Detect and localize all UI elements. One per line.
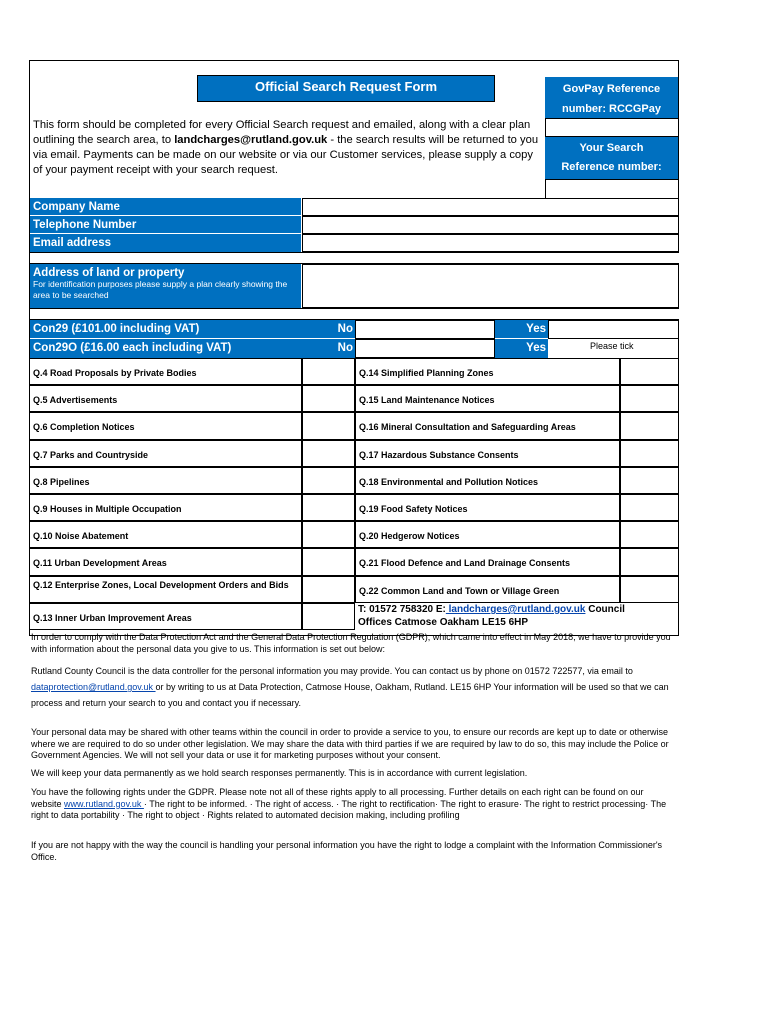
con29o-no-checkbox[interactable]	[355, 339, 495, 358]
gdpr-p6: If you are not happy with the way the council is handling your personal information you have the right to lodge a complaint with the Information Commissioner's Office.	[31, 840, 663, 862]
question-left-tick[interactable]	[302, 440, 355, 467]
company-name-input[interactable]	[302, 198, 679, 216]
con29o-no-text: No	[337, 342, 353, 354]
question-right-cell	[355, 548, 620, 575]
question-left-tick[interactable]	[302, 385, 355, 412]
con29-label-text: Con29 (£101.00 including VAT)	[33, 323, 200, 335]
please-tick-note	[590, 341, 634, 351]
question-right-label: Q.14 Simplified Planning Zones	[359, 368, 494, 378]
question-left-label: Q.7 Parks and Countryside	[33, 449, 149, 460]
question-left-tick[interactable]	[302, 494, 355, 521]
con29o-no-label	[301, 339, 355, 358]
con29o-yes-label	[495, 339, 548, 358]
gdpr-p5b: · The right to be informed. · The right of access. · The right to rectification· The right to erasure· The right to restrict processing· The right to data portability · The right to object · Rights related to automated decision making, including profiling	[31, 798, 667, 820]
form-title-text: Official Search Request Form	[254, 79, 438, 94]
con29-no-text: No	[337, 323, 353, 335]
contact-prefix: T: 01572 758320 E:	[358, 604, 446, 615]
company-name-label	[30, 198, 301, 216]
question-right-label: Q.18 Environmental and Pollution Notices	[359, 476, 539, 487]
question-left-tick[interactable]	[302, 412, 355, 439]
gdpr-intro	[31, 632, 671, 655]
gdpr-p2b: or by writing to us at Data Protection, Catmose House, Oakham, Rutland. LE15 6HP Your information will be used so that we can process and return your search to you and contact you if necessary.	[31, 682, 669, 708]
search-reference-label	[545, 137, 678, 179]
telephone-label	[30, 216, 301, 234]
question-right-label: Q.17 Hazardous Substance Consents	[359, 449, 519, 460]
form-title	[197, 75, 495, 102]
question-left-label: Q.11 Urban Development Areas	[33, 558, 167, 569]
question-left-cell	[30, 358, 302, 385]
question-right-tick[interactable]	[620, 440, 679, 467]
question-right-cell	[355, 521, 620, 548]
intro-after: - the search results will be returned to you via email. Payments can be made on our website or via our Customer services, please supply a copy of your payment receipt with your search request.	[33, 134, 539, 176]
intro-before: This form should be completed for every Official Search request and emailed, along with a clear plan outlining the search area, to	[33, 119, 531, 146]
govpay-line1: GovPay Reference	[562, 83, 661, 95]
gdpr-controller	[31, 663, 671, 711]
question-left-label: Q.4 Road Proposals by Private Bodies	[33, 368, 197, 378]
question-right-label: Q.21 Flood Defence and Land Drainage Consents	[359, 558, 571, 569]
search-ref-line2: Reference number:	[561, 161, 662, 173]
question-right-tick[interactable]	[620, 521, 679, 548]
intro-email[interactable]: landcharges@rutland.gov.uk	[174, 134, 328, 146]
question-right-tick[interactable]	[620, 548, 679, 575]
question-right-label: Q.19 Food Safety Notices	[359, 504, 468, 514]
please-tick-text: Please tick	[590, 341, 634, 351]
rutland-website-link[interactable]: www.rutland.gov.uk	[64, 798, 144, 809]
con29-yes-label	[495, 320, 548, 339]
govpay-reference-input[interactable]	[545, 118, 679, 137]
con29-yes-checkbox[interactable]	[548, 320, 679, 339]
question-left-tick[interactable]	[302, 358, 355, 385]
question-right-cell	[355, 358, 620, 385]
question-left-label: Q.13 Inner Urban Improvement Areas	[33, 612, 192, 623]
question-right-cell	[355, 440, 620, 467]
con29-yes-text: Yes	[526, 323, 546, 335]
question-left-label: Q.8 Pipelines	[33, 476, 90, 487]
question-right-tick[interactable]	[620, 576, 679, 603]
con29o-label-text: Con29O (£16.00 each including VAT)	[33, 342, 232, 354]
email-input[interactable]	[302, 234, 679, 252]
question-right-label: Q.15 Land Maintenance Notices	[359, 395, 495, 406]
question-right-label: Q.20 Hedgerow Notices	[359, 531, 460, 542]
company-label-text: Company Name	[33, 201, 120, 213]
question-right-cell	[355, 494, 620, 521]
con29o-yes-text: Yes	[526, 342, 546, 354]
gdpr-p3: Your personal data may be shared with other teams within the council in order to provide a service to you, to ensure our records are kept up to date or otherwise where we are required to do so under other legislation. We may share the data with third parties if we are required by law to do so, this may include the Police or Government Agencies. We will not sell your data or use it for marketing purposes without your consent.	[31, 727, 669, 760]
con29o-label	[30, 339, 301, 358]
question-left-cell	[30, 440, 302, 467]
question-right-label: Q.16 Mineral Consultation and Safeguarding Areas	[359, 422, 576, 433]
question-left-tick[interactable]	[302, 467, 355, 494]
question-left-cell	[30, 603, 302, 630]
question-right-cell	[355, 385, 620, 412]
gdpr-complaint	[31, 840, 671, 863]
question-right-label: Q.22 Common Land and Town or Village Green	[359, 585, 560, 596]
con29-no-checkbox[interactable]	[355, 320, 495, 339]
govpay-reference-label	[545, 77, 678, 118]
question-right-cell	[355, 467, 620, 494]
dataprotection-email-link[interactable]: dataprotection@rutland.gov.uk	[31, 682, 156, 692]
address-input[interactable]	[302, 264, 679, 308]
question-left-tick[interactable]	[302, 548, 355, 575]
intro-text	[33, 118, 543, 178]
question-left-label: Q.5 Advertisements	[33, 395, 118, 406]
question-left-cell	[30, 385, 302, 412]
address-label-text: Address of land or property	[33, 267, 185, 279]
contact-email-link[interactable]: landcharges@rutland.gov.uk	[445, 604, 586, 615]
question-right-tick[interactable]	[620, 494, 679, 521]
question-left-tick[interactable]	[302, 576, 355, 603]
question-left-label: Q.6 Completion Notices	[33, 422, 135, 433]
address-note: For identification purposes please supply a plan clearly showing the area to be searched	[33, 279, 288, 300]
question-left-cell	[30, 548, 302, 575]
question-left-label: Q.9 Houses in Multiple Occupation	[33, 504, 182, 514]
email-label-text: Email address	[33, 237, 111, 249]
gdpr-retention	[31, 768, 671, 780]
telephone-input[interactable]	[302, 216, 679, 234]
question-left-label: Q.10 Noise Abatement	[33, 531, 129, 542]
gdpr-sharing	[31, 727, 671, 762]
telephone-label-text: Telephone Number	[33, 219, 137, 231]
address-label	[30, 264, 301, 308]
question-left-tick[interactable]	[302, 603, 355, 630]
email-label	[30, 234, 301, 252]
question-left-cell	[30, 494, 302, 521]
gdpr-p1: In order to comply with the Data Protection Act and the General Data Protection Regulation (GDPR), which came into effect in May 2018, we have to provide you with information about the personal data you give to us. This information is set out below:	[31, 632, 671, 654]
gdpr-p2a: Rutland County Council is the data controller for the personal information you may provide. You can contact us by phone on 01572 722577, via email to	[31, 666, 633, 676]
question-left-label: Q.12 Enterprise Zones, Local Development Orders and Bids	[33, 579, 289, 590]
spacer-row-2	[30, 308, 679, 320]
question-right-tick[interactable]	[620, 358, 679, 385]
con29-no-label	[301, 320, 355, 339]
question-left-cell	[30, 521, 302, 548]
search-ref-line1: Your Search	[579, 142, 644, 154]
question-right-tick[interactable]	[620, 412, 679, 439]
search-reference-input[interactable]	[545, 179, 679, 199]
question-right-cell	[355, 412, 620, 439]
gdpr-p4: We will keep your data permanently as we hold search responses permanently. This is in accordance with current legislation.	[31, 768, 528, 778]
gdpr-p5a: You have the following rights under the GDPR. Please note not all of these rights apply to all processing. Further details on each right can be found on our website	[31, 787, 644, 809]
con29-label	[30, 320, 301, 339]
govpay-line2: number: RCCGPay	[561, 103, 662, 115]
question-left-tick[interactable]	[302, 521, 355, 548]
question-left-cell	[30, 576, 302, 603]
question-left-cell	[30, 412, 302, 439]
question-right-tick[interactable]	[620, 385, 679, 412]
contact-suffix: Council Offices Catmose Oakham LE15 6HP	[358, 604, 625, 628]
question-left-cell	[30, 467, 302, 494]
question-right-tick[interactable]	[620, 467, 679, 494]
spacer-row	[30, 252, 679, 264]
council-contact	[358, 604, 658, 629]
gdpr-rights	[31, 787, 671, 822]
question-right-cell	[355, 576, 620, 603]
